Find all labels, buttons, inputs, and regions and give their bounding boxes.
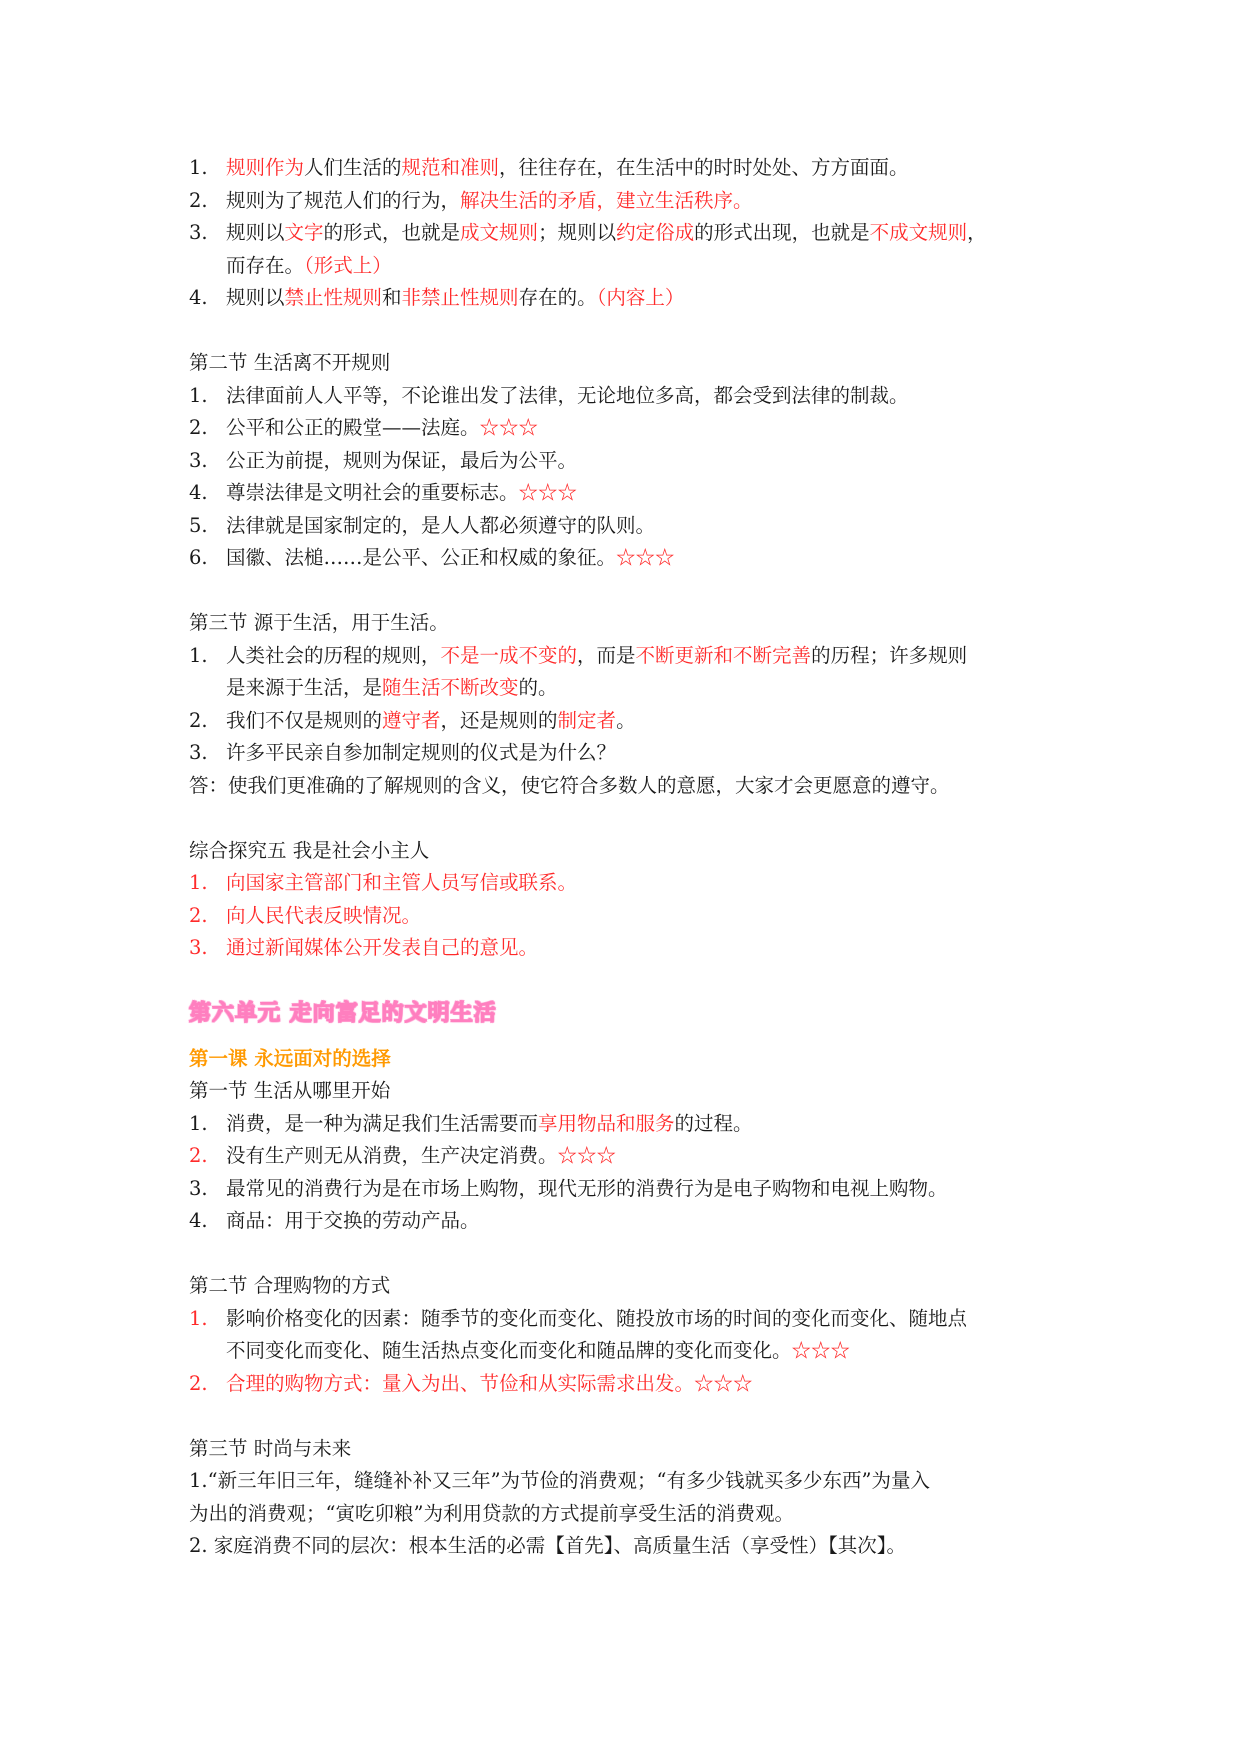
text: ，往往存在，在生活中的时时处处、方方面面。 [499, 156, 909, 179]
item-number: 1. [189, 383, 208, 407]
list-item [189, 542, 1069, 575]
list-item: 1.“新三年旧三年，缝缝补补又三年”为节俭的消费观；“有多少钱就买多少东西”为量入 [189, 1469, 930, 1492]
item-number: 2. [189, 708, 208, 732]
item-number: 3. [189, 936, 208, 959]
item-number: 1. [189, 1111, 208, 1135]
list-item [189, 1368, 1069, 1401]
text: 公正为前提，规则为保证，最后为公平。 [226, 448, 578, 472]
text: ，而是 [577, 643, 636, 667]
text: 人们生活的 [304, 156, 402, 179]
item-number: 2. [189, 903, 208, 927]
text: 影响价格变化的因素：随季节的变化而变化、随投放市场的时间的变化而变化、随地点 [226, 1306, 968, 1330]
item-number: 1. [189, 643, 208, 667]
list-item [189, 282, 1069, 315]
item-number: 4. [189, 481, 208, 504]
section-title: 第二节 生活离不开规则 [189, 351, 391, 374]
highlight-text: 规范和准则 [401, 156, 500, 179]
star-rating-icon: ☆☆☆ [616, 546, 675, 569]
item-number: 1. [189, 871, 208, 894]
text: 规则以 [226, 286, 285, 309]
text: 规则为了规范人们的行为， [226, 188, 461, 212]
highlight-text: 规则作为 [226, 156, 305, 179]
highlight-text: 非禁止性规则 [401, 286, 519, 309]
answer-text: 答：使我们更准确的了解规则的含义，使它符合多数人的意愿，大家才会更愿意的遵守。 [189, 773, 950, 797]
item-number: 1. [189, 1306, 208, 1330]
item-number: 6. [189, 546, 208, 569]
text: 向国家主管部门和主管人员写信或联系。 [226, 871, 578, 894]
item-number: 2. [189, 416, 208, 439]
item-number: 5. [189, 513, 208, 537]
list-item: 2. 家庭消费不同的层次：根本生活的必需【首先】、高质量生活（享受性）【其次】。 [189, 1534, 907, 1557]
list-item [189, 1205, 1069, 1238]
text: ， [967, 221, 987, 244]
list-item [189, 640, 1069, 673]
item-number: 4. [189, 1209, 208, 1232]
highlight-text: 不断更新和不断完善 [635, 643, 812, 667]
highlight-text: 不是一成不变的 [440, 643, 578, 667]
list-item [189, 867, 1069, 900]
list-item [189, 705, 1069, 738]
item-number: 3. [189, 1176, 208, 1200]
list-item [189, 380, 1069, 413]
text: 通过新闻媒体公开发表自己的意见。 [226, 936, 539, 959]
text: 人类社会的历程的规则， [226, 643, 441, 667]
star-rating-icon: ☆☆☆ [557, 1144, 617, 1167]
item-number: 4. [189, 286, 208, 309]
text: 的形式出现，也就是 [694, 221, 870, 244]
list-item-continuation [189, 1335, 1069, 1368]
section-title: 第一节 生活从哪里开始 [189, 1079, 391, 1102]
highlight-text: 不成文规则 [869, 221, 968, 244]
list-item [189, 477, 1069, 510]
lesson-title: 第一课 永远面对的选择 [189, 1046, 391, 1070]
text: 规则以 [226, 221, 285, 244]
list-item-continuation [189, 250, 1069, 283]
item-number: 2. [189, 188, 208, 212]
list-item-continuation: 为出的消费观；“寅吃卯粮”为利用贷款的方式提前享受生活的消费观。 [189, 1501, 794, 1525]
item-number: 3. [189, 741, 208, 764]
list-item [189, 445, 1069, 478]
section-title: 第二节 合理购物的方式 [189, 1274, 391, 1297]
list-item [189, 152, 1069, 185]
list-item [189, 900, 1069, 933]
text: 消费，是一种为满足我们生活需要而 [226, 1111, 539, 1135]
list-item [189, 737, 1069, 770]
highlight-text: 成文规则 [460, 221, 539, 244]
list-item [189, 1303, 1069, 1336]
list-item [189, 412, 1069, 445]
section-title: 综合探究五 我是社会小主人 [189, 838, 430, 862]
item-number: 1. [189, 156, 208, 179]
star-rating-icon: ☆☆☆ [694, 1371, 753, 1395]
text: 是来源于生活，是 [226, 676, 383, 699]
unit-title: 第六单元 走向富足的文明生活 [189, 1000, 497, 1026]
section-title: 第三节 源于生活，用于生活。 [189, 611, 449, 634]
text: 国徽、法槌……是公平、公正和权威的象征。 [226, 546, 617, 569]
text: 没有生产则无从消费，生产决定消费。 [226, 1144, 558, 1167]
text: 不同变化而变化、随生活热点变化而变化和随品牌的变化而变化。 [226, 1339, 792, 1362]
list-item [189, 1108, 1069, 1141]
item-number: 2. [189, 1144, 208, 1167]
text: 的形式，也就是 [323, 221, 461, 244]
text: 。 [616, 708, 636, 732]
list-item-continuation [189, 672, 1069, 705]
highlight-text: 解决生活的矛盾，建立生活秩序。 [460, 188, 753, 212]
item-number: 3. [189, 448, 208, 472]
highlight-text: （形式上） [304, 253, 392, 277]
highlight-text: 禁止性规则 [284, 286, 383, 309]
list-item [189, 185, 1069, 218]
text: 和 [382, 286, 402, 309]
text: 法律面前人人平等，不论谁出发了法律，无论地位多高，都会受到法律的制裁。 [226, 383, 909, 407]
highlight-text: 遵守者 [382, 708, 441, 732]
list-item [189, 510, 1069, 543]
text: 的。 [518, 676, 558, 699]
document-content [189, 152, 1069, 1563]
highlight-text: 制定者 [557, 708, 617, 732]
star-rating-icon: ☆☆☆ [518, 481, 578, 504]
text: 存在的。 [518, 286, 597, 309]
text: 最常见的消费行为是在市场上购物，现代无形的消费行为是电子购物和电视上购物。 [226, 1176, 948, 1200]
text: 公平和公正的殿堂——法庭。 [226, 416, 480, 439]
highlight-text: 文字 [284, 221, 324, 244]
highlight-text: （内容上） [596, 286, 685, 309]
text: 商品：用于交换的劳动产品。 [226, 1209, 480, 1232]
text: 的过程。 [674, 1111, 753, 1135]
list-item [189, 1140, 1069, 1173]
text: 我们不仅是规则的 [226, 708, 383, 732]
item-number: 3. [189, 221, 208, 244]
highlight-text: 享用物品和服务 [538, 1111, 675, 1135]
list-item [189, 1173, 1069, 1206]
text: ；规则以 [538, 221, 617, 244]
star-rating-icon: ☆☆☆ [791, 1339, 851, 1362]
star-rating-icon: ☆☆☆ [479, 416, 539, 439]
text: 合理的购物方式：量入为出、节俭和从实际需求出发。 [226, 1371, 695, 1395]
text: 的历程；许多规则 [811, 643, 968, 667]
highlight-text: 约定俗成 [616, 221, 695, 244]
text: 而存在。 [226, 253, 305, 277]
highlight-text: 随生活不断改变 [382, 676, 519, 699]
list-item [189, 217, 1069, 250]
text: 向人民代表反映情况。 [226, 903, 422, 927]
item-number: 2. [189, 1371, 208, 1395]
text: ，还是规则的 [440, 708, 558, 732]
text: 许多平民亲自参加制定规则的仪式是为什么？ [226, 741, 617, 764]
list-item [189, 932, 1069, 965]
text: 尊崇法律是文明社会的重要标志。 [226, 481, 519, 504]
section-title: 第三节 时尚与未来 [189, 1436, 352, 1460]
text: 法律就是国家制定的，是人人都必须遵守的队则。 [226, 513, 656, 537]
